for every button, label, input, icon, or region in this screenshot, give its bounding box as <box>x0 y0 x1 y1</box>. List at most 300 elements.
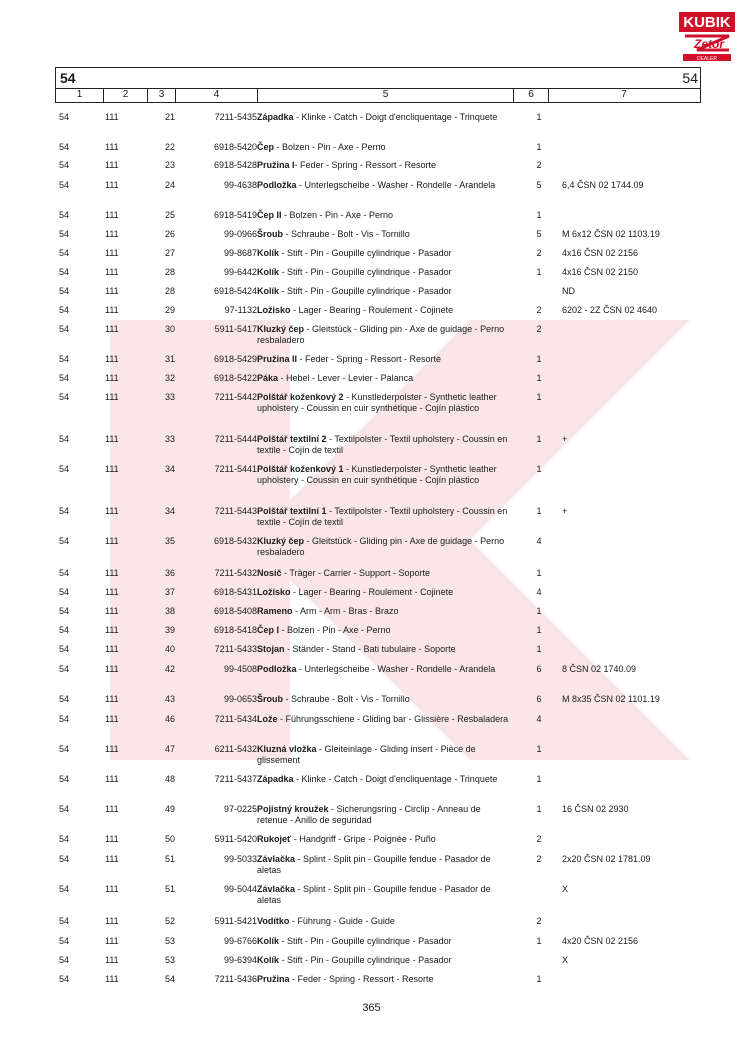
part-name: Podložka <box>257 180 297 190</box>
part-name: Polštář koženkový 1 <box>257 464 344 474</box>
quantity-cell: 1 <box>536 606 542 616</box>
description-cell <box>257 568 509 579</box>
position-cell: 49 <box>164 804 175 814</box>
quantity-cell: 2 <box>536 305 542 315</box>
part-number-cell: 7211-5432 <box>214 568 257 578</box>
column-2-cell: 111 <box>105 160 119 170</box>
column-2-cell: 111 <box>105 229 119 239</box>
position-cell: 40 <box>164 644 175 654</box>
quantity-cell: 1 <box>536 373 542 383</box>
position-cell: 47 <box>164 744 175 754</box>
part-translations: - Unterlegscheibe - Washer - Rondelle - Arandela <box>296 180 496 190</box>
position-cell: 54 <box>164 974 175 984</box>
part-translations: - Gleiteinlage - Gliding insert - Pièce de glissement <box>257 744 476 765</box>
part-translations: - Kunstlederpolster - Synthetic leather upholstery - Coussin en cuir synthétique - Cojín plástico <box>257 464 497 485</box>
column-2-cell: 111 <box>105 210 119 220</box>
description-cell <box>257 142 509 153</box>
part-name: Závlačka <box>257 854 296 864</box>
part-name: Kluzná vložka <box>257 744 317 754</box>
part-name: Šroub <box>257 694 283 704</box>
part-translations: - Textilpolster - Textil upholstery - Coussin en textile - Cojín de textil <box>257 506 508 527</box>
part-translations: - Träger - Carrier - Support - Soporte <box>281 568 431 578</box>
column-2-cell: 111 <box>105 834 119 844</box>
description-cell <box>257 354 509 365</box>
part-number-cell: 7211-5441 <box>214 464 257 474</box>
position-cell: 24 <box>164 180 175 190</box>
column-1-cell: 54 <box>59 506 70 516</box>
part-name: Nosič <box>257 568 282 578</box>
part-translations: - Bolzen - Pin - Axe - Perno <box>281 210 394 220</box>
quantity-cell: 2 <box>536 834 542 844</box>
column-1-cell: 54 <box>59 160 70 170</box>
part-name: Ložisko <box>257 587 291 597</box>
quantity-cell: 1 <box>536 625 542 635</box>
part-name: Polštář textilní 1 <box>257 506 327 516</box>
position-cell: 37 <box>164 587 175 597</box>
description-cell <box>257 305 509 316</box>
position-cell: 35 <box>164 536 175 546</box>
part-name: Rameno <box>257 606 293 616</box>
description-cell <box>257 664 509 675</box>
part-number-cell: 5911-5421 <box>214 916 257 926</box>
description-cell <box>257 714 509 725</box>
column-1-cell: 54 <box>59 916 70 926</box>
part-number-cell: 99-6394 <box>223 955 257 965</box>
column-1-cell: 54 <box>59 644 70 654</box>
column-header-6: 6 <box>514 89 549 102</box>
part-number-cell: 6918-5429 <box>213 354 257 364</box>
part-number-cell: 97-1132 <box>224 305 257 315</box>
description-cell <box>257 434 509 456</box>
position-cell: 43 <box>164 694 175 704</box>
quantity-cell: 5 <box>536 180 542 190</box>
column-2-cell: 111 <box>105 248 119 258</box>
column-2-cell: 111 <box>105 324 119 334</box>
part-translations: - Feder - Spring - Ressort - Resorte <box>289 974 434 984</box>
column-1-cell: 54 <box>59 210 70 220</box>
column-2-cell: 111 <box>105 506 119 516</box>
quantity-cell: 2 <box>536 324 542 334</box>
part-translations: - Schraube - Bolt - Vis - Tornillo <box>283 229 410 239</box>
column-2-cell: 111 <box>105 568 119 578</box>
note-cell: 4x16 ČSN 02 2150 <box>562 267 639 277</box>
part-name: Vodítko <box>257 916 290 926</box>
part-translations: - Sicherungsring - Circlip - Anneau de retenue - Anillo de seguridad <box>257 804 481 825</box>
column-1-cell: 54 <box>59 974 70 984</box>
part-number-cell: 99-8687 <box>223 248 257 258</box>
part-translations: - Bolzen - Pin - Axe - Perno <box>279 625 391 635</box>
column-2-cell: 111 <box>105 804 119 814</box>
column-1-cell: 54 <box>59 324 70 334</box>
column-1-cell: 54 <box>59 354 70 364</box>
column-1-cell: 54 <box>59 267 70 277</box>
quantity-cell: 6 <box>536 694 542 704</box>
part-number-cell: 7211-5444 <box>214 434 257 444</box>
quantity-cell: 1 <box>536 744 542 754</box>
part-translations: - Klinke - Catch - Doigt d'encliquentage - Trinquete <box>293 112 498 122</box>
column-2-cell: 111 <box>105 744 119 754</box>
column-1-cell: 54 <box>59 373 70 383</box>
part-name: Stojan <box>257 644 285 654</box>
column-1-cell: 54 <box>59 606 70 616</box>
column-2-cell: 111 <box>105 180 119 190</box>
column-2-cell: 111 <box>105 587 119 597</box>
column-2-cell: 111 <box>105 625 119 635</box>
position-cell: 52 <box>164 916 175 926</box>
column-2-cell: 111 <box>105 464 119 474</box>
part-number-cell: 7211-5437 <box>214 774 257 784</box>
column-header-3: 3 <box>148 89 176 102</box>
column-1-cell: 54 <box>59 774 70 784</box>
part-name: Kluzký čep <box>257 324 305 334</box>
part-translations: - Schraube - Bolt - Vis - Tornillo <box>283 694 410 704</box>
quantity-cell: 1 <box>536 112 542 122</box>
position-cell: 34 <box>164 464 175 474</box>
part-name: Závlačka <box>257 884 296 894</box>
part-translations: - Gleitstück - Gliding pin - Axe de guidage - Perno resbaladero <box>257 324 505 345</box>
column-1-cell: 54 <box>59 464 70 474</box>
part-number-cell: 6211-5432 <box>214 744 257 754</box>
column-2-cell: 111 <box>105 142 119 152</box>
column-1-cell: 54 <box>59 434 70 444</box>
part-name: Ložisko <box>257 305 291 315</box>
part-translations: - Kunstlederpolster - Synthetic leather upholstery - Coussin en cuir synthétique - Cojín plástico <box>257 392 497 413</box>
part-number-cell: 7211-5442 <box>214 392 257 402</box>
part-translations: - Arm - Arm - Bras - Brazo <box>292 606 399 616</box>
column-2-cell: 111 <box>105 714 119 724</box>
column-1-cell: 54 <box>59 694 70 704</box>
part-translations: - Splint - Split pin - Goupille fendue - Pasador de aletas <box>257 854 491 875</box>
column-2-cell: 111 <box>105 286 119 296</box>
part-name: Pružina I <box>257 160 295 170</box>
part-number-cell: 6918-5420 <box>213 142 257 152</box>
part-number-cell: 7211-5434 <box>214 714 257 724</box>
svg-text:DEALER: DEALER <box>696 56 718 62</box>
column-1-cell: 54 <box>59 305 70 315</box>
part-translations: - Ständer - Stand - Bati tubulaire - Soporte <box>284 644 456 654</box>
part-number-cell: 6918-5422 <box>213 373 257 383</box>
column-2-cell: 111 <box>105 373 119 383</box>
note-cell: 16 ČSN 02 2930 <box>562 804 629 814</box>
part-name: Šroub <box>257 229 283 239</box>
part-number-cell: 7211-5443 <box>214 506 257 516</box>
position-cell: 38 <box>164 606 175 616</box>
column-2-cell: 111 <box>105 884 119 894</box>
position-cell: 28 <box>164 286 175 296</box>
quantity-cell: 5 <box>536 229 542 239</box>
part-name: Kolík <box>257 248 280 258</box>
part-name: Polštář textilní 2 <box>257 434 327 444</box>
part-name: Západka <box>257 112 294 122</box>
quantity-cell: 2 <box>536 248 542 258</box>
description-cell <box>257 854 509 876</box>
part-name: Kluzký čep <box>257 536 305 546</box>
description-cell <box>257 884 509 906</box>
note-cell: 4x16 ČSN 02 2156 <box>562 248 639 258</box>
part-translations: - Feder - Spring - Ressort - Resorte <box>297 354 442 364</box>
description-cell <box>257 955 509 966</box>
column-2-cell: 111 <box>105 392 119 402</box>
position-cell: 32 <box>164 373 175 383</box>
quantity-cell: 1 <box>536 434 542 444</box>
description-cell <box>257 774 509 785</box>
quantity-cell: 4 <box>536 587 542 597</box>
part-number-cell: 6918-5428 <box>213 160 257 170</box>
column-2-cell: 111 <box>105 434 119 444</box>
note-cell: 2x20 ČSN 02 1781.09 <box>562 854 651 864</box>
quantity-cell: 1 <box>536 568 542 578</box>
description-cell <box>257 974 509 985</box>
logo-graphic <box>677 10 737 64</box>
column-2-cell: 111 <box>105 854 119 864</box>
part-translations: - Stift - Pin - Goupille cylindrique - Pasador <box>279 936 452 946</box>
description-cell <box>257 587 509 598</box>
svg-text:Zetor: Zetor <box>694 37 724 51</box>
description-cell <box>257 112 509 123</box>
position-cell: 26 <box>164 229 175 239</box>
part-number-cell: 99-6766 <box>223 936 257 946</box>
position-cell: 50 <box>164 834 175 844</box>
column-2-cell: 111 <box>105 536 119 546</box>
part-number-cell: 5911-5420 <box>214 834 257 844</box>
column-header-7: 7 <box>621 89 627 100</box>
column-1-cell: 54 <box>59 625 70 635</box>
position-cell: 33 <box>164 434 175 444</box>
part-name: Čep <box>257 142 275 152</box>
part-translations: - Führung - Guide - Guide <box>289 916 395 926</box>
part-number-cell: 99-0966 <box>223 229 257 239</box>
position-cell: 30 <box>164 324 175 334</box>
position-cell: 23 <box>164 160 175 170</box>
column-2-cell: 111 <box>105 916 119 926</box>
column-header-2: 2 <box>104 89 148 102</box>
column-1-cell: 54 <box>59 587 70 597</box>
part-name: Lože <box>257 714 278 724</box>
column-1-cell: 54 <box>59 568 70 578</box>
description-cell <box>257 373 509 384</box>
part-number-cell: 6918-5432 <box>213 536 257 546</box>
part-number-cell: 6918-5419 <box>213 210 257 220</box>
description-cell <box>257 625 509 636</box>
part-number-cell: 6918-5431 <box>213 587 257 597</box>
part-number-cell: 7211-5433 <box>214 644 257 654</box>
svg-text:KUBIK: KUBIK <box>683 14 731 31</box>
part-translations: - Splint - Split pin - Goupille fendue - Pasador de aletas <box>257 884 491 905</box>
column-2-cell: 111 <box>105 267 119 277</box>
description-cell <box>257 644 509 655</box>
part-name: Kolík <box>257 955 280 965</box>
column-2-cell: 111 <box>105 936 119 946</box>
quantity-cell: 2 <box>536 160 542 170</box>
part-translations: - Textilpolster - Textil upholstery - Coussin en textile - Cojín de textil <box>257 434 508 455</box>
quantity-cell: 1 <box>536 974 542 984</box>
quantity-cell: 1 <box>536 354 542 364</box>
column-1-cell: 54 <box>59 664 70 674</box>
column-2-cell: 111 <box>105 694 119 704</box>
column-2-cell: 111 <box>105 664 119 674</box>
position-cell: 34 <box>164 506 175 516</box>
part-name: Pružina II <box>257 354 298 364</box>
part-translations: - Feder - Spring - Ressort - Resorte <box>294 160 437 170</box>
section-number-left: 54 <box>60 70 76 86</box>
quantity-cell: 1 <box>536 506 542 516</box>
column-header-4: 4 <box>176 89 258 102</box>
note-cell: + <box>562 434 568 444</box>
description-cell <box>257 267 509 278</box>
quantity-cell: 1 <box>536 936 542 946</box>
description-cell <box>257 916 509 927</box>
description-cell <box>257 536 509 558</box>
column-1-cell: 54 <box>59 180 70 190</box>
column-1-cell: 54 <box>59 804 70 814</box>
part-name: Čep I <box>257 625 280 635</box>
quantity-cell: 1 <box>536 774 542 784</box>
description-cell <box>257 744 509 766</box>
description-cell <box>257 694 509 705</box>
part-name: Kolík <box>257 936 280 946</box>
quantity-cell: 1 <box>536 210 542 220</box>
column-2-cell: 111 <box>105 305 119 315</box>
description-cell <box>257 464 509 486</box>
note-cell: X <box>562 955 569 965</box>
position-cell: 53 <box>164 955 175 965</box>
position-cell: 53 <box>164 936 175 946</box>
description-cell <box>257 506 509 528</box>
part-translations: - Lager - Bearing - Roulement - Cojinete <box>290 305 454 315</box>
column-2-cell: 111 <box>105 644 119 654</box>
description-cell <box>257 286 509 297</box>
column-2-cell: 111 <box>105 112 119 122</box>
part-translations: - Hebel - Lever - Levier - Palanca <box>278 373 414 383</box>
column-header-5: 5 <box>258 89 514 102</box>
kubik-zetor-logo <box>677 10 737 64</box>
column-1-cell: 54 <box>59 142 70 152</box>
column-1-cell: 54 <box>59 744 70 754</box>
quantity-cell: 1 <box>536 644 542 654</box>
column-header-1: 1 <box>56 89 104 102</box>
position-cell: 42 <box>164 664 175 674</box>
column-2-cell: 111 <box>105 955 119 965</box>
column-header-row <box>55 89 701 103</box>
column-2-cell: 111 <box>105 974 119 984</box>
position-cell: 21 <box>164 112 175 122</box>
part-translations: - Bolzen - Pin - Axe - Perno <box>274 142 386 152</box>
description-cell <box>257 834 509 845</box>
column-1-cell: 54 <box>59 955 70 965</box>
description-cell <box>257 248 509 259</box>
part-translations: - Stift - Pin - Goupille cylindrique - Pasador <box>279 248 452 258</box>
description-cell <box>257 606 509 617</box>
part-name: Rukojeť <box>257 834 292 844</box>
part-number-cell: 99-6442 <box>223 267 257 277</box>
description-cell <box>257 392 509 414</box>
column-1-cell: 54 <box>59 936 70 946</box>
part-name: Polštář koženkový 2 <box>257 392 344 402</box>
part-translations: - Gleitstück - Gliding pin - Axe de guidage - Perno resbaladero <box>257 536 505 557</box>
position-cell: 28 <box>164 267 175 277</box>
part-translations: - Lager - Bearing - Roulement - Cojinete <box>290 587 454 597</box>
part-number-cell: 97-0225 <box>223 804 257 814</box>
position-cell: 51 <box>164 854 175 864</box>
column-1-cell: 54 <box>59 392 70 402</box>
part-translations: - Stift - Pin - Goupille cylindrique - Pasador <box>279 286 452 296</box>
position-cell: 33 <box>164 392 175 402</box>
column-1-cell: 54 <box>59 714 70 724</box>
part-name: Západka <box>257 774 294 784</box>
position-cell: 29 <box>164 305 175 315</box>
quantity-cell: 6 <box>536 664 542 674</box>
quantity-cell: 2 <box>536 916 542 926</box>
column-1-cell: 54 <box>59 229 70 239</box>
part-translations: - Handgriff - Gripe - Poignée - Puño <box>291 834 436 844</box>
note-cell: 4x20 ČSN 02 2156 <box>562 936 639 946</box>
part-translations: - Führungsschiene - Gliding bar - Glissière - Resbaladera <box>277 714 509 724</box>
position-cell: 31 <box>164 354 175 364</box>
part-number-cell: 99-5044 <box>223 884 257 894</box>
part-name: Páka <box>257 373 279 383</box>
note-cell: 8 ČSN 02 1740.09 <box>562 664 637 674</box>
position-cell: 39 <box>164 625 175 635</box>
part-number-cell: 6918-5408 <box>213 606 257 616</box>
description-cell <box>257 804 509 826</box>
description-cell <box>257 160 509 171</box>
position-cell: 48 <box>164 774 175 784</box>
description-cell <box>257 936 509 947</box>
part-number-cell: 99-0653 <box>223 694 257 704</box>
description-cell <box>257 180 509 191</box>
note-cell: X <box>562 884 569 894</box>
quantity-cell: 4 <box>536 536 542 546</box>
position-cell: 36 <box>164 568 175 578</box>
note-cell: 6202 - 2Z ČSN 02 4640 <box>562 305 658 315</box>
part-translations: - Stift - Pin - Goupille cylindrique - Pasador <box>279 955 452 965</box>
part-name: Kolík <box>257 286 280 296</box>
section-header <box>55 67 701 89</box>
part-number-cell: 7211-5436 <box>214 974 257 984</box>
quantity-cell: 1 <box>536 267 542 277</box>
column-1-cell: 54 <box>59 286 70 296</box>
description-cell <box>257 210 509 221</box>
position-cell: 22 <box>164 142 175 152</box>
column-1-cell: 54 <box>59 536 70 546</box>
part-name: Pružina <box>257 974 290 984</box>
description-cell <box>257 324 509 346</box>
quantity-cell: 1 <box>536 464 542 474</box>
part-number-cell: 99-5033 <box>223 854 257 864</box>
quantity-cell: 1 <box>536 804 542 814</box>
column-2-cell: 111 <box>105 354 119 364</box>
part-name: Kolík <box>257 267 280 277</box>
part-number-cell: 6918-5424 <box>213 286 257 296</box>
column-2-cell: 111 <box>105 606 119 616</box>
part-number-cell: 99-4508 <box>223 664 257 674</box>
note-cell: + <box>562 506 568 516</box>
part-number-cell: 7211-5435 <box>214 112 257 122</box>
part-number-cell: 5911-5417 <box>214 324 257 334</box>
position-cell: 27 <box>164 248 175 258</box>
note-cell: 6,4 ČSN 02 1744.09 <box>562 180 644 190</box>
part-translations: - Unterlegscheibe - Washer - Rondelle - Arandela <box>296 664 496 674</box>
part-number-cell: 99-4638 <box>223 180 257 190</box>
column-2-cell: 111 <box>105 774 119 784</box>
note-cell: M 8x35 ČSN 02 1101.19 <box>562 694 660 704</box>
part-translations: - Stift - Pin - Goupille cylindrique - Pasador <box>279 267 452 277</box>
column-1-cell: 54 <box>59 884 70 894</box>
part-number-cell: 6918-5418 <box>213 625 257 635</box>
column-1-cell: 54 <box>59 248 70 258</box>
quantity-cell: 1 <box>536 392 542 402</box>
position-cell: 51 <box>164 884 175 894</box>
